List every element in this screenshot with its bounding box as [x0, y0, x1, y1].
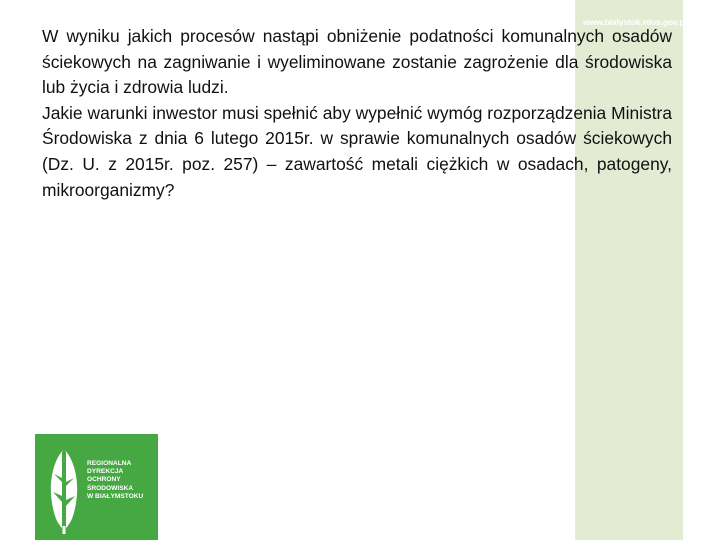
leaf-icon	[43, 442, 85, 534]
logo-line: REGIONALNA	[87, 460, 132, 467]
website-url: www.bialystok.rdos.gov.pl	[583, 17, 687, 27]
question-paragraph-1: W wyniku jakich procesów nastąpi obniżenie podatności komunalnych osadów ściekowych na zagniwanie i wyeliminowane zostanie zagrożenie dla środowiska lub życia i zdrowia ludzi.	[42, 26, 672, 98]
question-paragraph-2: Jakie warunki inwestor musi spełnić aby wypełnić wymóg rozporządzenia Ministra Środowiska z dnia 6 lutego 2015r. w sprawie komunalnych osadów ściekowych (Dz. U. z 2015r. poz. 257) – zawartość metali ciężkich w osadach, patogeny, mikroorganizmy?	[42, 102, 672, 200]
logo-line: DYREKCJA	[87, 468, 124, 476]
rdos-logo	[35, 434, 158, 540]
logo-line: OCHRONY	[87, 476, 121, 484]
logo-line: ŚRODOWISKA	[87, 484, 134, 492]
logo-wordmark	[87, 460, 143, 501]
question-text	[42, 24, 672, 203]
logo-line: W BIAŁYMSTOKU	[87, 492, 144, 500]
